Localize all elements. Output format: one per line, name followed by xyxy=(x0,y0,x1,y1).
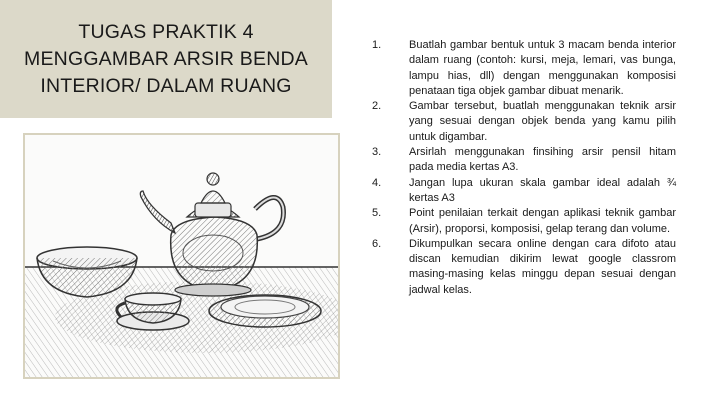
title-box xyxy=(0,0,332,118)
task-text: Gambar tersebut, buatlah menggunakan teknik arsir yang sesuai dengan objek benda yang kamu pilih untuk digambar. xyxy=(409,100,676,143)
task-item xyxy=(366,99,676,145)
task-number: 1. xyxy=(372,39,382,51)
task-item xyxy=(366,206,676,237)
title-line-2: MENGGAMBAR ARSIR BENDA xyxy=(24,47,308,70)
title-line-3: INTERIOR/ DALAM RUANG xyxy=(40,74,292,97)
task-item xyxy=(366,38,676,99)
task-number: 2. xyxy=(372,100,382,113)
task-list xyxy=(366,38,676,298)
task-number: 3. xyxy=(372,146,382,159)
task-item xyxy=(366,237,676,298)
task-text: Arsirlah menggunakan finsihing arsir pensil hitam pada media kertas A3. xyxy=(409,146,676,174)
teapot-sketch-image xyxy=(23,133,340,379)
task-text: Jangan lupa ukuran skala gambar ideal adalah ¾ kertas A3 xyxy=(409,176,676,204)
task-item xyxy=(366,176,676,207)
plate xyxy=(209,295,321,327)
slide-title xyxy=(24,19,308,100)
task-text: Point penilaian terkait dengan aplikasi teknik gambar (Arsir), proporsi, komposisi, gelap terang dan volume. xyxy=(409,207,676,235)
task-text: Dikumpulkan secara online dengan cara difoto atau discan kemudian dikirim lewat google classrom masing-masing kelas minggu depan sesuai dengan jadwal kelas. xyxy=(409,237,676,296)
teapot-sketch-drawing xyxy=(25,135,338,377)
task-number: 6. xyxy=(372,237,382,250)
title-line-1: TUGAS PRAKTIK 4 xyxy=(78,20,254,43)
task-item xyxy=(366,145,676,176)
task-text: Buatlah gambar bentuk untuk 3 macam benda interior dalam ruang (contoh: kursi, meja, lemari, vas bunga, lampu hias, dll) dengan menggunakan komposisi penataan tiga objek gambar dibuat menarik. xyxy=(409,39,676,97)
task-number: 5. xyxy=(372,207,382,220)
task-number: 4. xyxy=(372,176,382,189)
